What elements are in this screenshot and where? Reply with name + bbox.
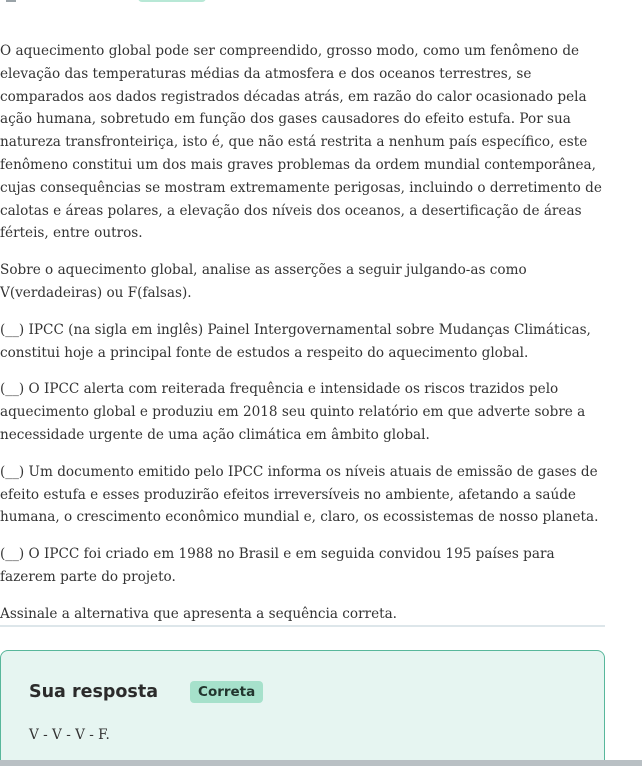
section-divider	[0, 625, 605, 627]
assertion-1: (__) IPCC (na sigla em inglês) Painel Intergovernamental sobre Mudanças Climáticas, constitui hoje a principal fonte de estudos a respeito do aquecimento global.	[0, 321, 591, 361]
assertion-2: (__) O IPCC alerta com reiterada frequência e intensidade os riscos trazidos pelo aquecimento global e produziu em 2018 seu quinto relatório em que adverte sobre a necessidade urgente de uma ação climática em âmbito global.	[0, 381, 586, 443]
answer-title: Sua resposta	[29, 682, 159, 702]
top-partial-icon	[6, 0, 16, 2]
answer-header	[29, 681, 263, 703]
question-text	[0, 40, 607, 640]
status-badge: Correta	[190, 681, 263, 703]
question-instruction: Sobre o aquecimento global, analise as asserções a seguir julgando-as como V(verdadeiras) ou F(falsas).	[0, 262, 527, 301]
assertion-3: (__) Um documento emitido pelo IPCC informa os níveis atuais de emissão de gases de efeito estufa e esses produzirão efeitos irreversíveis no ambiente, afetando a saúde humana, o crescimento econômico mundial e, claro, os ecossistemas de nosso planeta.	[0, 463, 599, 526]
answer-card	[0, 650, 605, 766]
assertion-4: (__) O IPCC foi criado em 1988 no Brasil e em seguida convidou 195 países para fazerem parte do projeto.	[0, 546, 555, 585]
question-context: O aquecimento global pode ser compreendido, grosso modo, como um fenômeno de elevação das temperaturas médias da atmosfera e dos oceanos terrestres, se comparados aos dados registrados décadas atrás, em razão do calor ocasionado pela ação humana, sobretudo em função dos gases causadores do efeito estufa. Por sua natureza transfronteiriça, isto é, que não está restrita a nenhum país específico, este fenômeno constitui um dos mais graves problemas da ordem mundial contemporânea, cujas consequências se mostram extremamente perigosas, incluindo o derretimento de calotas e áreas polares, a elevação dos níveis dos oceanos, a desertificação de áreas férteis, entre outros.	[0, 43, 602, 242]
question-prompt: Assinale a alternativa que apresenta a sequência correta.	[0, 605, 397, 622]
horizontal-scrollbar[interactable]	[0, 760, 642, 766]
answer-value: V - V - V - F.	[29, 727, 110, 743]
top-status-badge	[138, 0, 206, 2]
